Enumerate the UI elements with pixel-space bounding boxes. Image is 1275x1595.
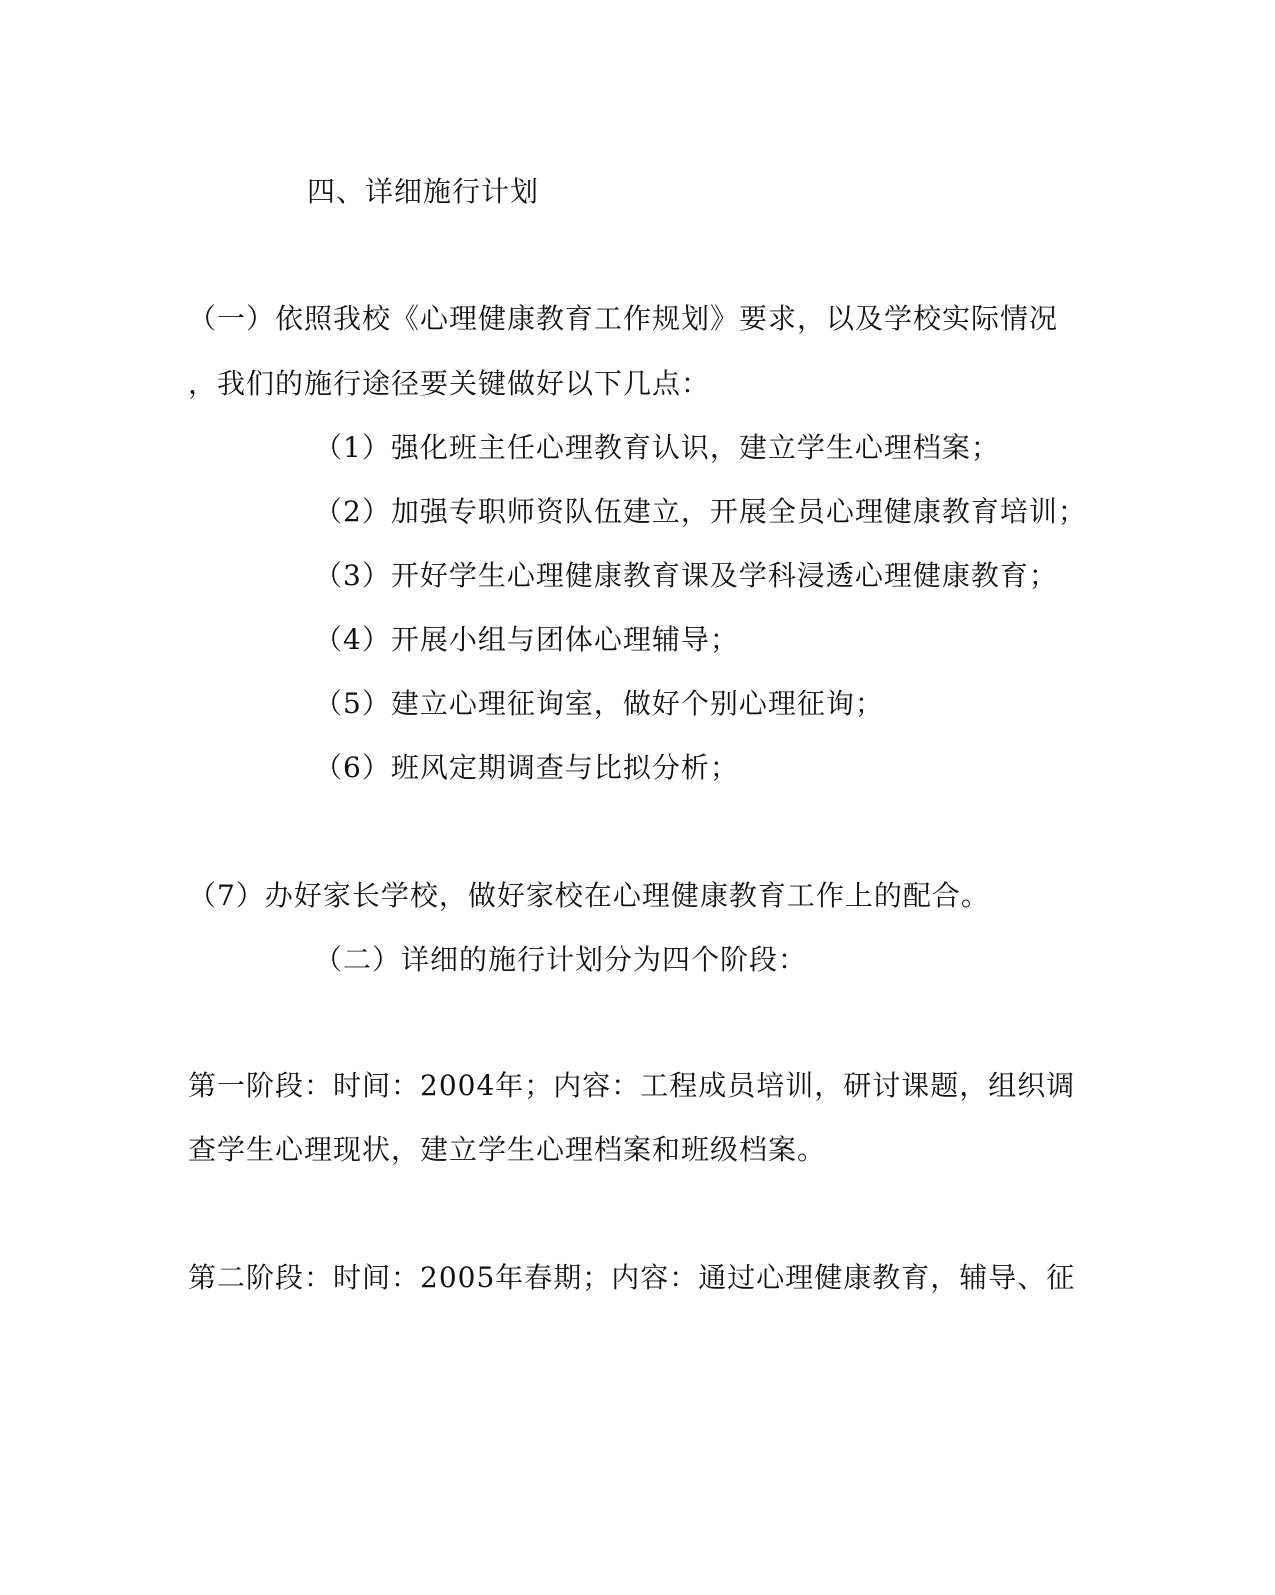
list-item: （2）加强专职师资队伍建立，开展全员心理健康教育培训；	[314, 495, 1087, 528]
subheading: （二）详细的施行计划分为四个阶段：	[314, 943, 808, 976]
stage-1-line-2: 查学生心理现状，建立学生心理档案和班级档案。	[188, 1133, 827, 1166]
list-item-7: （7）办好家长学校，做好家校在心理健康教育工作上的配合。	[188, 879, 990, 912]
list-item: （4）开展小组与团体心理辅导；	[314, 623, 739, 656]
intro-paragraph-line-1: （一）依照我校《心理健康教育工作规划》要求，以及学校实际情况	[188, 302, 1059, 335]
list-item: （1）强化班主任心理教育认识，建立学生心理档案；	[314, 431, 1000, 464]
list-item: （5）建立心理征询室，做好个别心理征询；	[314, 687, 884, 720]
intro-paragraph-line-2: ，我们的施行途径要关键做好以下几点：	[188, 367, 711, 400]
list-item: （3）开好学生心理健康教育课及学科浸透心理健康教育；	[314, 559, 1058, 592]
stage-2-line-1: 第二阶段：时间：2005年春期；内容：通过心理健康教育，辅导、征	[188, 1261, 1076, 1294]
list-item: （6）班风定期调查与比拟分析；	[314, 751, 739, 784]
stage-1-line-1: 第一阶段：时间：2004年；内容：工程成员培训，研讨课题，组织调	[188, 1069, 1076, 1102]
section-heading: 四、详细施行计划	[307, 175, 540, 208]
